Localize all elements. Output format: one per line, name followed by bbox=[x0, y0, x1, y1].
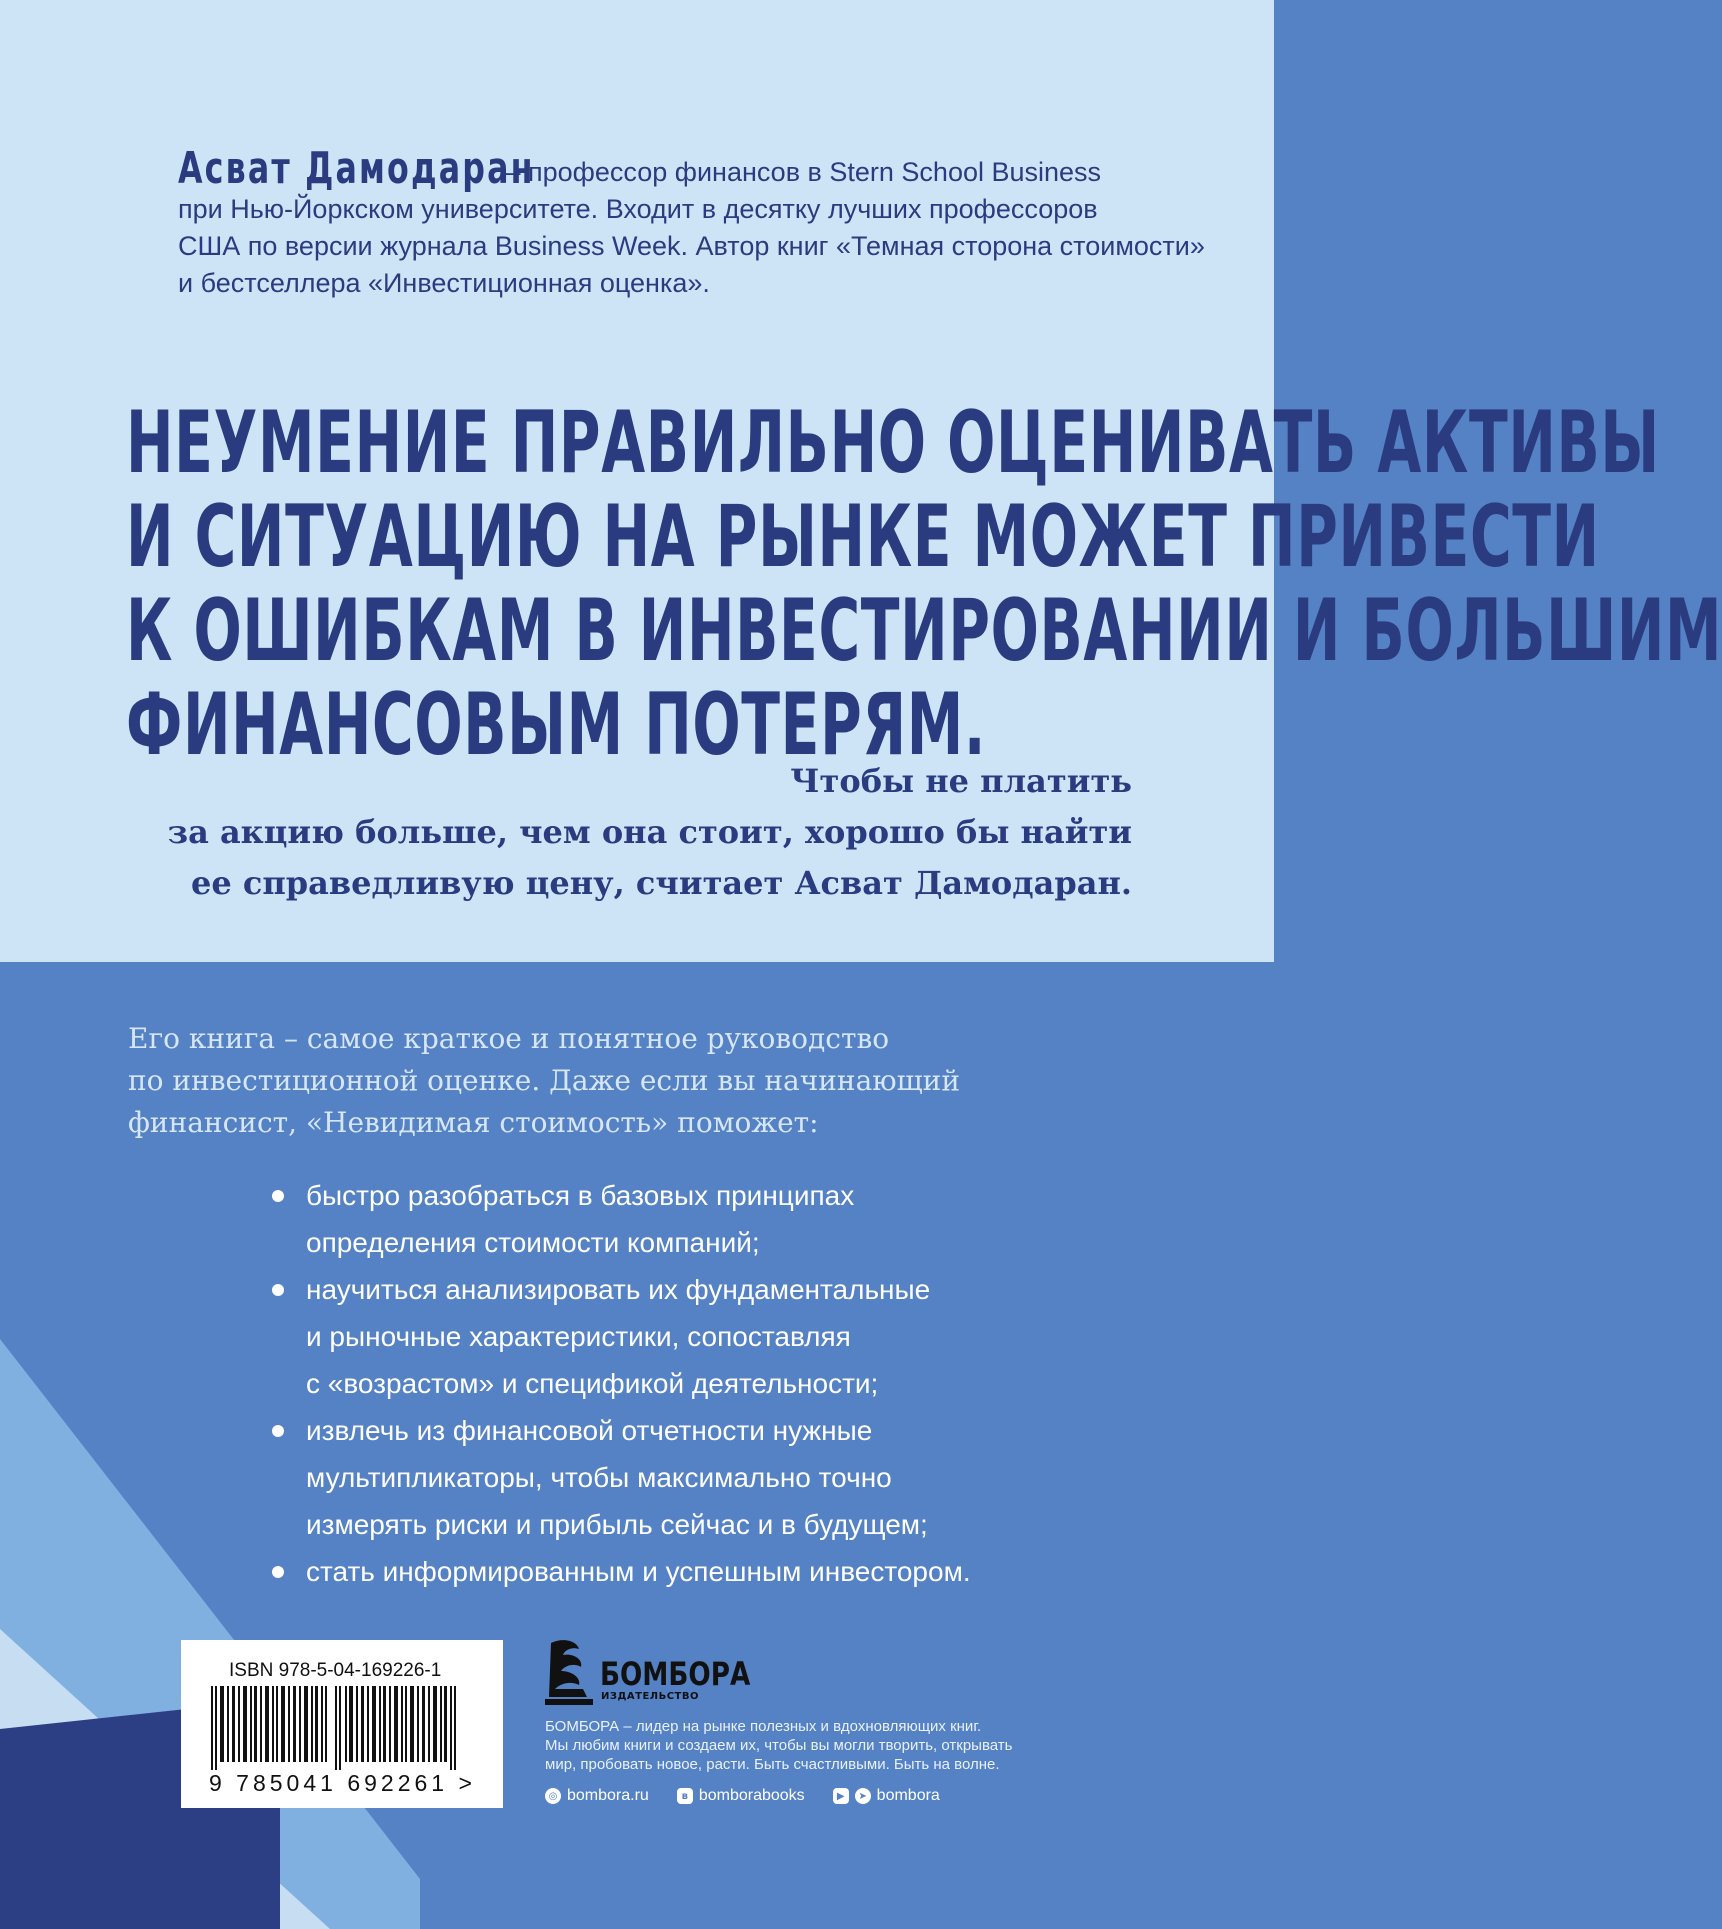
website-link[interactable]: ◎ bombora.ru bbox=[545, 1787, 649, 1805]
social-links bbox=[545, 1785, 968, 1807]
author-bio-line-1: Асват Дамодаран – профессор финансов в Stern School Business bbox=[178, 143, 1102, 194]
intro-line: финансист, «Невидимая стоимость» поможет: bbox=[128, 1106, 819, 1139]
vk-link[interactable]: в bomborabooks bbox=[677, 1787, 805, 1805]
messenger-link[interactable]: ▶ ➤ bombora bbox=[833, 1787, 940, 1805]
barcode-digits: 9 785041 692261 > bbox=[209, 1770, 476, 1796]
vk-icon: в bbox=[677, 1788, 693, 1804]
publisher-description: БОМБОРА – лидер на рынке полезных и вдохновляющих книг. Мы любим книги и создаем их, чтобы вы могли творить, открывать мир, пробовать новое, расти. Быть счастливыми. Быть на волне. bbox=[545, 1718, 1013, 1773]
list-item: извлечь из финансовой отчетности нужные мультипликаторы, чтобы максимально точно измерять риски и прибыль сейчас и в будущем; bbox=[306, 1407, 1166, 1548]
headline-line: И СИТУАЦИЮ НА РЫНКЕ МОЖЕТ ПРИВЕСТИ bbox=[126, 487, 1600, 587]
publisher-name: БОМБОРА bbox=[600, 1655, 751, 1693]
barcode bbox=[205, 1686, 481, 1770]
headline bbox=[126, 393, 1722, 775]
author-bio-line-3: США по версии журнала Business Week. Автор книг «Темная сторона стоимости» bbox=[178, 231, 1205, 261]
author-bio bbox=[178, 143, 1205, 302]
headline-line: НЕУМЕНИЕ ПРАВИЛЬНО ОЦЕНИВАТЬ АКТИВЫ bbox=[126, 393, 1660, 493]
bullet-dot-icon bbox=[272, 1190, 284, 1202]
headline-line: ФИНАНСОВЫМ ПОТЕРЯМ. bbox=[126, 675, 987, 775]
intro-paragraph bbox=[128, 1018, 1128, 1144]
author-name: Асват Дамодаран bbox=[178, 143, 535, 194]
benefits-list bbox=[306, 1172, 1166, 1595]
telegram-icon: ➤ bbox=[855, 1788, 871, 1804]
isbn-barcode-box bbox=[181, 1640, 503, 1808]
quote-line: за акцию больше, чем она стоит, хорошо бы найти bbox=[167, 813, 1132, 851]
list-item: быстро разобраться в базовых принципах определения стоимости компаний; bbox=[306, 1172, 1166, 1266]
intro-line: по инвестиционной оценке. Даже если вы начинающий bbox=[128, 1064, 961, 1097]
globe-icon: ◎ bbox=[545, 1788, 561, 1804]
list-item: научиться анализировать их фундаментальные и рыночные характеристики, сопоставляя с «возрастом» и спецификой деятельности; bbox=[306, 1266, 1166, 1407]
quote-line: Чтобы не платить bbox=[790, 762, 1132, 800]
intro-line: Его книга – самое краткое и понятное руководство bbox=[128, 1022, 890, 1055]
headline-line: К ОШИБКАМ В ИНВЕСТИРОВАНИИ И БОЛЬШИМ bbox=[126, 581, 1722, 681]
publisher-subtitle: ИЗДАТЕЛЬСТВО bbox=[601, 1691, 699, 1702]
bombora-logo-icon bbox=[543, 1637, 599, 1707]
author-bio-line-4: и бестселлера «Инвестиционная оценка». bbox=[178, 268, 710, 298]
list-item: стать информированным и успешным инвестором. bbox=[306, 1548, 1166, 1595]
quote-line: ее справедливую цену, считает Асват Дамодаран. bbox=[190, 864, 1132, 902]
isbn-label: ISBN 978-5-04-169226-1 bbox=[229, 1660, 442, 1681]
decorative-shapes bbox=[0, 1339, 420, 1929]
author-bio-line-2: при Нью-Йоркском университете. Входит в десятку лучших профессоров bbox=[178, 194, 1098, 224]
youtube-icon: ▶ bbox=[833, 1788, 849, 1804]
bullet-dot-icon bbox=[272, 1284, 284, 1296]
pull-quote bbox=[72, 756, 1132, 909]
